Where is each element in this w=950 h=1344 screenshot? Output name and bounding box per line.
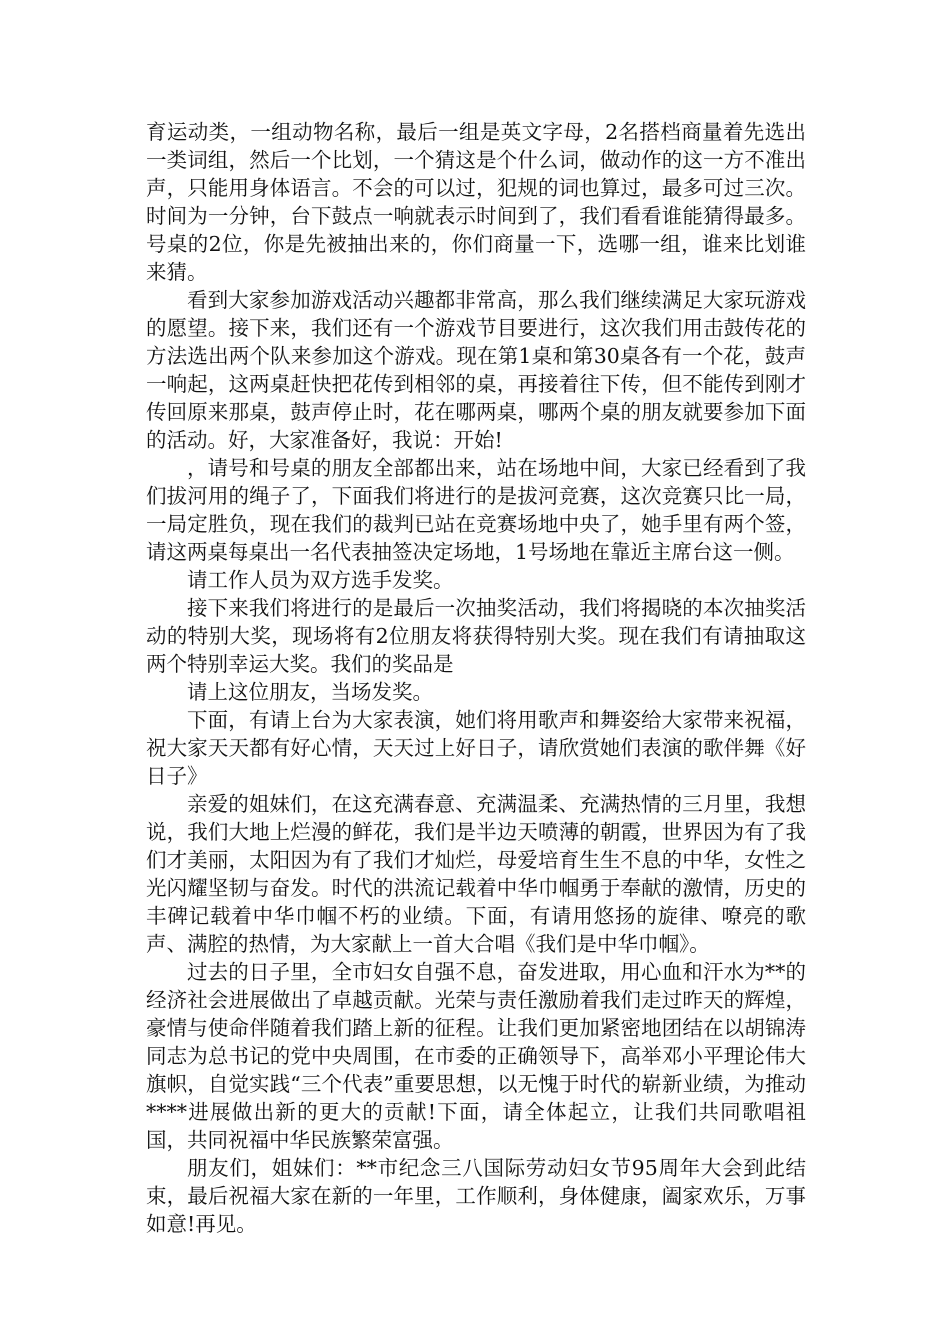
paragraph-4: 请工作人员为双方选手发奖。 bbox=[187, 568, 454, 592]
document-page bbox=[146, 118, 806, 1238]
paragraph-9: 过去的日子里，全市妇女自强不息，奋发进取，用心血和汗水为**的经济社会进展做出了卓越贡献。光荣与责任激励着我们走过昨天的辉煌，豪情与使命伴随着我们踏上新的征程。让我们更加紧密地团结在以胡锦涛同志为总书记的党中央周围，在市委的正确领导下，高举邓小平理论伟大旗帜，自觉实践“三个代表”重要思想，以无愧于时代的崭新业绩，为推动****进展做出新的更大的贡献!下面，请全体起立，让我们共同歌唱祖国，共同祝福中华民族繁荣富强。 bbox=[146, 960, 806, 1152]
paragraph-10: 朋友们，姐妹们：**市纪念三八国际劳动妇女节95周年大会到此结束，最后祝福大家在新的一年里，工作顺利，身体健康，阖家欢乐，万事如意!再见。 bbox=[146, 1156, 806, 1236]
paragraph-7: 下面，有请上台为大家表演，她们将用歌声和舞姿给大家带来祝福，祝大家天天都有好心情，天天过上好日子，请欣赏她们表演的歌伴舞《好日子》 bbox=[146, 708, 806, 788]
paragraph-8: 亲爱的姐妹们，在这充满春意、充满温柔、充满热情的三月里，我想说，我们大地上烂漫的鲜花，我们是半边天喷薄的朝霞，世界因为有了我们才美丽，太阳因为有了我们才灿烂，母爱培育生生不息的中华，女性之光闪耀坚韧与奋发。时代的洪流记载着中华巾帼勇于奉献的激情，历史的丰碑记载着中华巾帼不朽的业绩。下面，有请用悠扬的旋律、嘹亮的歌声、满腔的热情，为大家献上一首大合唱《我们是中华巾帼》。 bbox=[146, 792, 806, 956]
paragraph-3: ，请号和号桌的朋友全部都出来，站在场地中间，大家已经看到了我们拔河用的绳子了，下面我们将进行的是拔河竞赛，这次竞赛只比一局，一局定胜负，现在我们的裁判已站在竞赛场地中央了，她手里有两个签，请这两桌每桌出一名代表抽签决定场地，1号场地在靠近主席台这一侧。 bbox=[146, 456, 806, 564]
paragraph-5: 接下来我们将进行的是最后一次抽奖活动，我们将揭晓的本次抽奖活动的特别大奖，现场将有2位朋友将获得特别大奖。现在我们有请抽取这两个特别幸运大奖。我们的奖品是 bbox=[146, 596, 806, 676]
paragraph-1: 育运动类，一组动物名称，最后一组是英文字母，2名搭档商量着先选出一类词组，然后一个比划，一个猜这是个什么词，做动作的这一方不准出声，只能用身体语言。不会的可以过，犯规的词也算过，最多可过三次。时间为一分钟，台下鼓点一响就表示时间到了，我们看看谁能猜得最多。号桌的2位，你是先被抽出来的，你们商量一下，选哪一组，谁来比划谁来猜。 bbox=[146, 120, 806, 284]
paragraph-6: 请上这位朋友，当场发奖。 bbox=[187, 680, 433, 704]
paragraph-2: 看到大家参加游戏活动兴趣都非常高，那么我们继续满足大家玩游戏的愿望。接下来，我们还有一个游戏节目要进行，这次我们用击鼓传花的方法选出两个队来参加这个游戏。现在第1桌和第30桌各有一个花，鼓声一响起，这两桌赶快把花传到相邻的桌，再接着往下传，但不能传到刚才传回原来那桌，鼓声停止时，花在哪两桌，哪两个桌的朋友就要参加下面的活动。好，大家准备好，我说：开始! bbox=[146, 288, 806, 452]
